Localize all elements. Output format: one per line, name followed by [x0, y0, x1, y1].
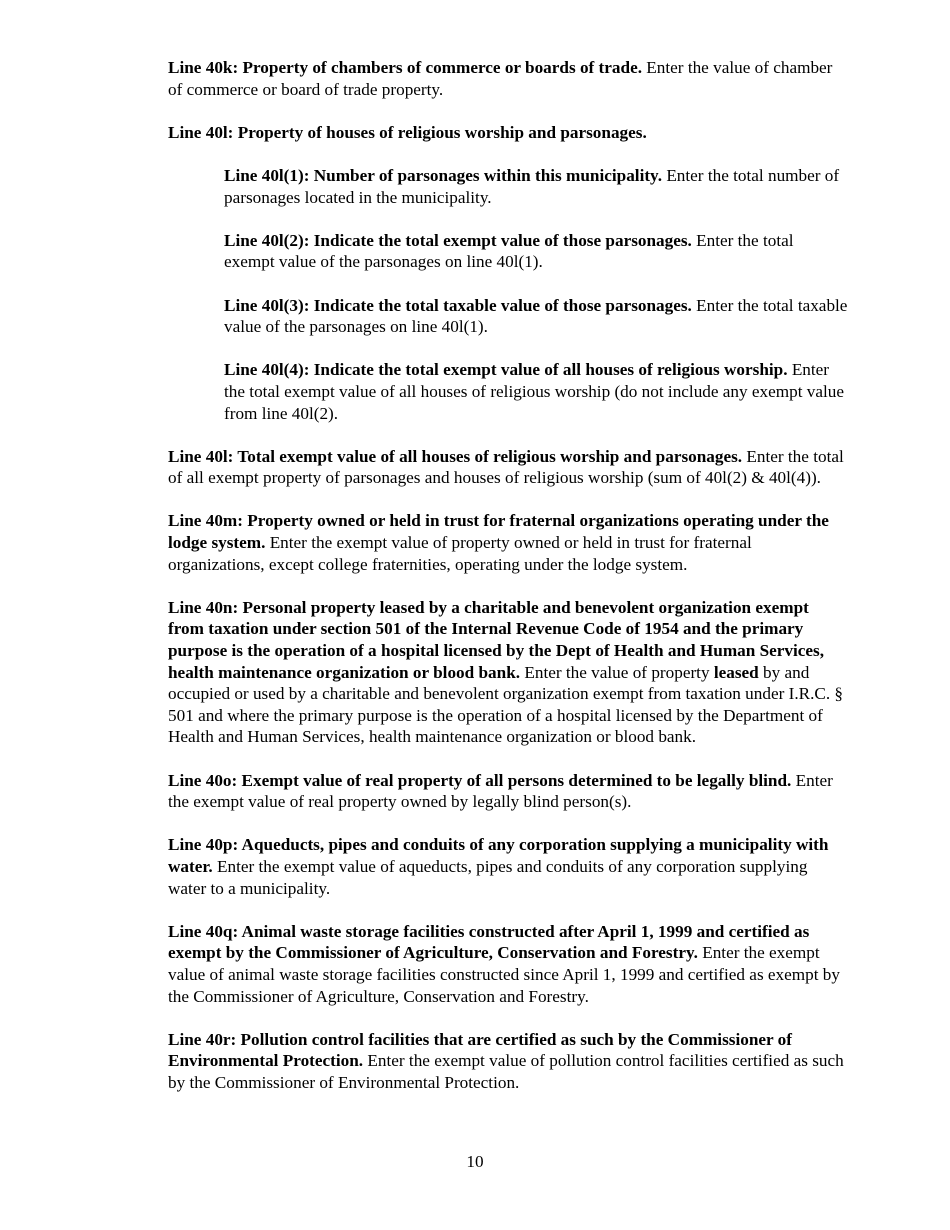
line-40l-total-heading: Line 40l: Total exempt value of all houses of religious worship and parsonages.: [168, 446, 743, 466]
paragraph-line-40l4: [224, 359, 848, 424]
paragraph-line-40o: [168, 770, 848, 813]
paragraph-line-40m: [168, 510, 848, 575]
paragraph-line-40l1: [224, 165, 848, 208]
page-number: 10: [466, 1152, 484, 1171]
paragraph-line-40k: [168, 57, 848, 100]
line-40m-body: Enter the exempt value of property owned or held in trust for fraternal organizations, except college fraternities, operating under the lodge system.: [168, 533, 752, 574]
paragraph-line-40l-total: [168, 446, 848, 489]
line-40n-body-post: by and occupied or used by a charitable and benevolent organization exempt from taxation under I.R.C. § 501 and where the primary purpose is the operation of a hospital licensed by the Department of Health and Human Services, health maintenance organization or blood bank.: [168, 662, 844, 747]
line-40n-heading: Line 40n: Personal property leased by a charitable and benevolent organization exempt from taxation under section 501 of the Internal Revenue Code of 1954 and the primary purpose is the operation of a hospital licensed by the Dept of Health and Human Services, health maintenance organization or blood bank.: [168, 597, 825, 682]
paragraph-line-40p: [168, 834, 848, 899]
line-40o-body: Enter the exempt value of real property owned by legally blind person(s).: [168, 770, 833, 812]
line-40p-body: Enter the exempt value of aqueducts, pipes and conduits of any corporation supplying water to a municipality.: [168, 856, 808, 898]
line-40p-heading: Line 40p: Aqueducts, pipes and conduits of any corporation supplying a municipality with water.: [168, 835, 829, 876]
paragraph-line-40l: [168, 122, 848, 144]
paragraph-line-40q: [168, 921, 848, 1007]
line-40r-heading: Line 40r: Pollution control facilities that are certified as such by the Commissioner of Environmental Protection.: [168, 1029, 792, 1071]
line-40k-heading: Line 40k: Property of chambers of commerce or boards of trade.: [168, 58, 642, 77]
line-40l3-heading: Line 40l(3): Indicate the total taxable value of those parsonages.: [224, 295, 692, 315]
line-40r-body: Enter the exempt value of pollution control facilities certified as such by the Commissioner of Environmental Protection.: [168, 1051, 844, 1092]
line-40l4-heading: Line 40l(4): Indicate the total exempt value of all houses of religious worship.: [224, 360, 788, 380]
line-40l2-heading: Line 40l(2): Indicate the total exempt value of those parsonages.: [224, 230, 692, 250]
paragraph-line-40l2: [224, 230, 848, 273]
line-40n-body-pre: Enter the value of property: [520, 662, 714, 682]
paragraph-line-40l3: [224, 295, 848, 338]
paragraph-line-40n: [168, 597, 848, 748]
line-40l1-heading: Line 40l(1): Number of parsonages within this municipality.: [224, 165, 663, 185]
line-40l1-body: Enter the total number of parsonages located in the municipality.: [224, 165, 840, 207]
line-40l3-body: Enter the total taxable value of the parsonages on line 40l(1).: [224, 295, 848, 337]
line-40n-body-bold: leased: [713, 662, 759, 682]
line-40k-body: Enter the value of chamber of commerce or board of trade property.: [168, 58, 833, 99]
document-body: [168, 57, 848, 1115]
line-40m-heading: Line 40m: Property owned or held in trust for fraternal organizations operating under the lodge system.: [168, 511, 829, 553]
line-40q-heading: Line 40q: Animal waste storage facilities constructed after April 1, 1999 and certified as exempt by the Commissioner of Agriculture, Conservation and Forestry.: [168, 921, 810, 963]
line-40q-body: Enter the exempt value of animal waste storage facilities constructed since April 1, 1999 and certified as exempt by the Commissioner of Agriculture, Conservation and Forestry.: [168, 943, 840, 1006]
line-40l4-body: Enter the total exempt value of all houses of religious worship (do not include any exempt value from line 40l(2).: [224, 360, 845, 423]
line-40l-heading: Line 40l: Property of houses of religious worship and parsonages.: [168, 122, 647, 142]
line-40o-heading: Line 40o: Exempt value of real property of all persons determined to be legally blind.: [168, 770, 792, 790]
line-40l2-body: Enter the total exempt value of the parsonages on line 40l(1).: [224, 230, 794, 272]
paragraph-line-40r: [168, 1029, 848, 1094]
line-40l-total-body: Enter the total of all exempt property of parsonages and houses of religious worship (sum of 40l(2) & 40l(4)).: [168, 446, 844, 488]
